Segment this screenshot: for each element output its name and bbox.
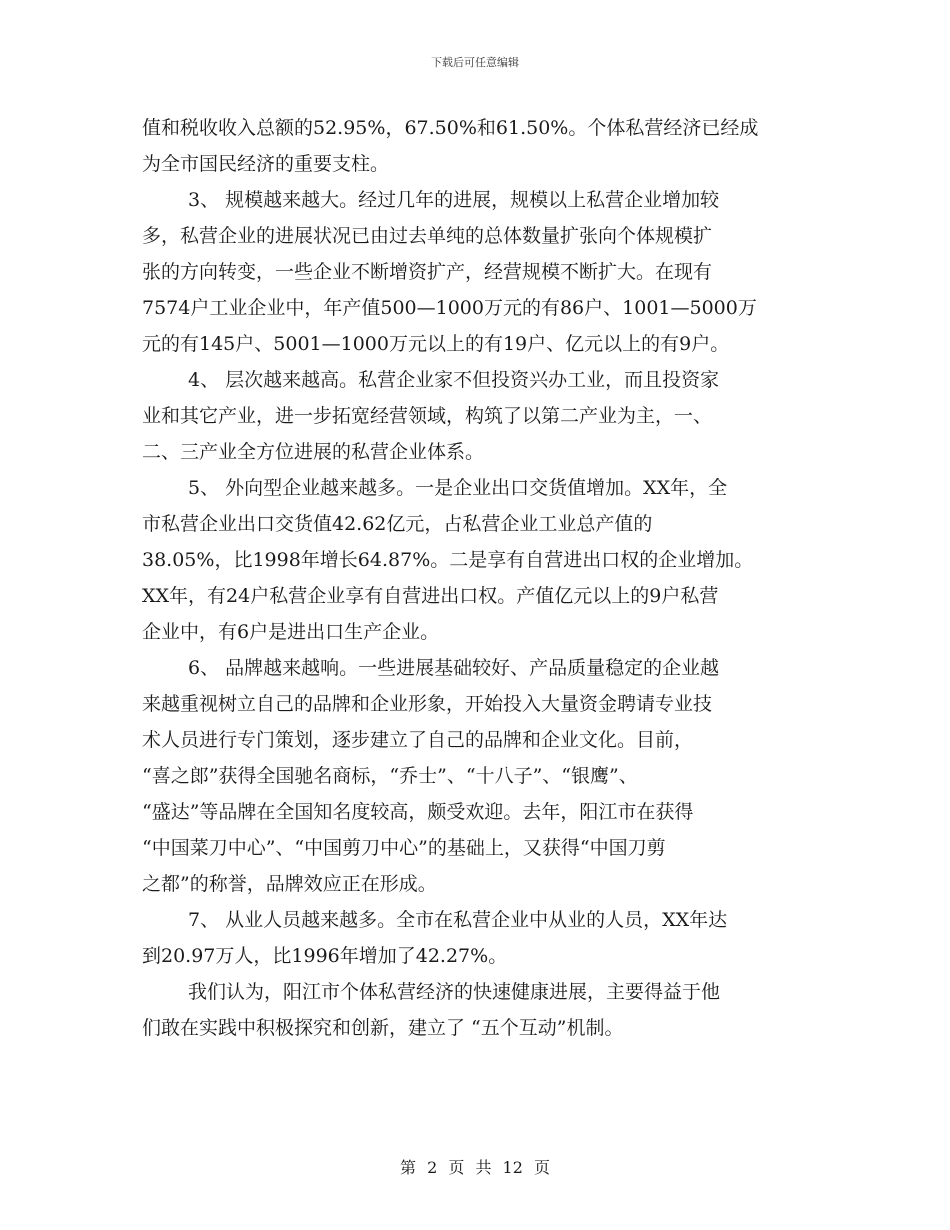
text-line: 多，私营企业的进展状况已由过去单纯的总体数量扩张向个体规模扩 bbox=[142, 225, 713, 247]
text-line: “喜之郎”获得全国驰名商标，“乔士”、“十八子”、“银鹰”、 bbox=[142, 765, 638, 787]
text-line: 6、 品牌越来越响。一些进展基础较好、产品质量稳定的企业越 bbox=[188, 657, 720, 679]
text-line: “盛达”等品牌在全国知名度较高，颇受欢迎。去年，阳江市在获得 bbox=[142, 801, 694, 823]
text-line: 术人员进行专门策划，逐步建立了自己的品牌和企业文化。目前， bbox=[142, 729, 694, 751]
text-line: 7、 从业人员越来越多。全市在私营企业中从业的人员，XX年达 bbox=[188, 909, 728, 931]
text-line: 为全市国民经济的重要支柱。 bbox=[142, 153, 390, 175]
text-line: 市私营企业出口交货值42.62亿元，占私营企业工业总产值的 bbox=[142, 513, 653, 535]
text-line: “中国菜刀中心”、“中国剪刀中心”的基础上，又获得“中国刀剪 bbox=[142, 837, 666, 859]
text-line: 们敢在实践中积极探究和创新，建立了 “五个互动”机制。 bbox=[142, 1017, 624, 1039]
page-footer: 第 2 页 共 12 页 bbox=[400, 1158, 550, 1177]
text-line: 之都”的称誉，品牌效应正在形成。 bbox=[142, 873, 437, 895]
text-line: 5、 外向型企业越来越多。一是企业出口交货值增加。XX年，全 bbox=[188, 477, 728, 499]
text-line: 企业中，有6户是进出口生产企业。 bbox=[142, 621, 440, 643]
text-line: 7574户工业企业中，年产值500—1000万元的有86户、1001—5000万 bbox=[142, 297, 757, 319]
text-line: 我们认为，阳江市个体私营经济的快速健康进展，主要得益于他 bbox=[188, 981, 721, 1003]
text-line: 到20.97万人，比1996年增加了42.27%。 bbox=[142, 945, 508, 967]
text-line: 张的方向转变，一些企业不断增资扩产，经营规模不断扩大。在现有 bbox=[142, 261, 713, 283]
text-line: 值和税收收入总额的52.95%，67.50%和61.50%。个体私营经济已经成 bbox=[142, 117, 759, 139]
text-line: 业和其它产业，进一步拓宽经营领域，构筑了以第二产业为主，一、 bbox=[142, 405, 713, 427]
page-header: 下载后可任意编辑 bbox=[431, 56, 519, 69]
text-line: 二、三产业全方位进展的私营企业体系。 bbox=[142, 441, 485, 463]
text-line: 3、 规模越来越大。经过几年的进展，规模以上私营企业增加较 bbox=[188, 189, 720, 211]
text-line: XX年，有24户私营企业享有自营进出口权。产值亿元以上的9户私营 bbox=[142, 585, 719, 607]
text-line: 元的有145户、5001—1000万元以上的有19户、亿元以上的有9户。 bbox=[142, 333, 730, 355]
text-line: 来越重视树立自己的品牌和企业形象，开始投入大量资金聘请专业技 bbox=[142, 693, 713, 715]
text-line: 38.05%，比1998年增长64.87%。二是享有自营进出口权的企业增加。 bbox=[142, 549, 754, 571]
text-line: 4、 层次越来越高。私营企业家不但投资兴办工业，而且投资家 bbox=[188, 369, 720, 391]
document-body bbox=[142, 110, 814, 1046]
